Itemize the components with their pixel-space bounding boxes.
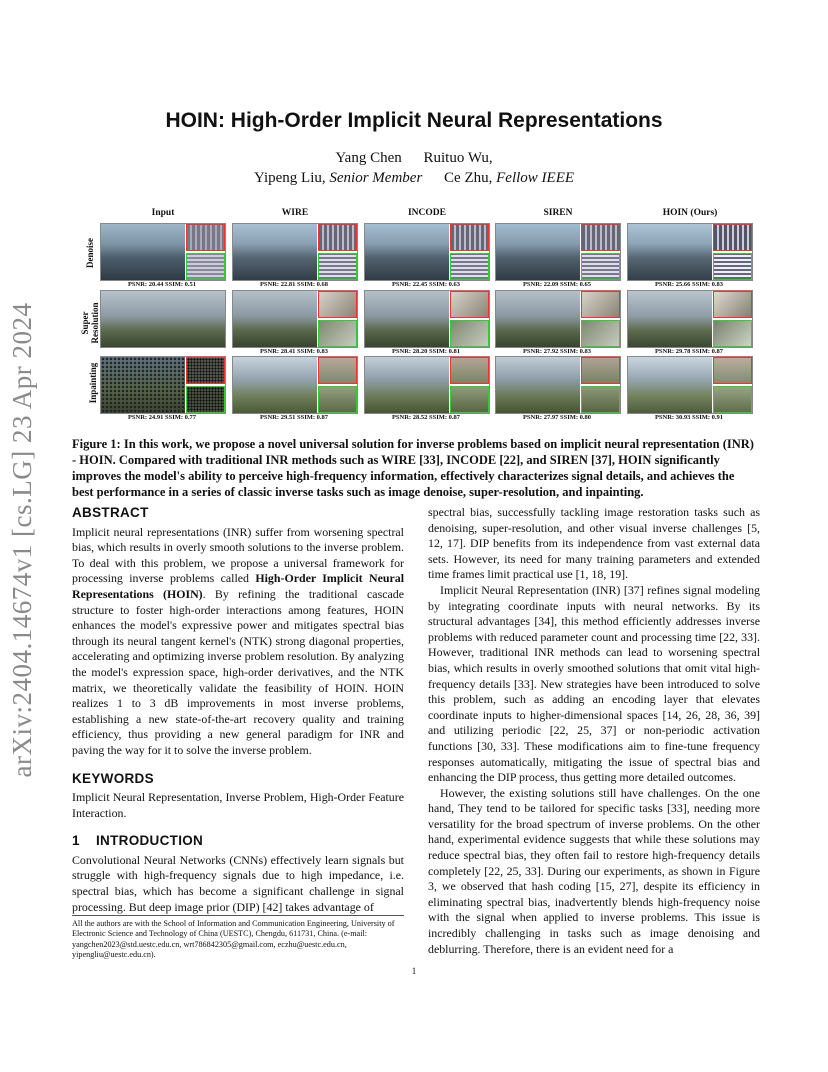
image-inpaint-input xyxy=(100,356,226,414)
arxiv-side-stamp: arXiv:2404.14674v1 [cs.LG] 23 Apr 2024 xyxy=(7,302,37,778)
image-denoise-wire xyxy=(232,223,358,281)
right-paragraph-2: Implicit Neural Representation (INR) [37] refines signal modeling by integrating coordinate inputs with neural networks. By its structural advantages [34], this method efficiently addresses inverse problems with reduced parameter count and processing time [22, 33]. However, traditional INR methods can lead to worsening spectral bias, which results in overly smoothed solutions that omit vital high-frequency details [33]. New strategies have been introduced to solve this problem, such as adding an encoding layer that elevates coordinate inputs to higher-dimensional spaces [14, 26, 28, 36, 39] and utilizing periodic [22, 25, 37] or non-periodic activation functions [30, 33]. These modifications aim to fine-tune frequency responses automatically, mitigating the issue of spectral bias and enhancing the DIP process, thus getting more detailed outcomes. xyxy=(428,582,760,785)
row-label-denoise: Denoise xyxy=(85,238,95,268)
metric-inpaint-wire: PSNR: 29.51 SSIM: 0.87 xyxy=(259,414,329,421)
author-4 xyxy=(444,170,574,186)
page-number: 1 xyxy=(411,966,417,976)
author-list xyxy=(0,148,828,188)
row-label-super-resolution: Super Resolution xyxy=(80,302,100,344)
image-sr-siren xyxy=(495,290,621,348)
column-label-hoin: HOIN (Ours) xyxy=(662,208,718,218)
abstract-part-2: . By refining the traditional cascade structure to foster high-order interactions among features, HOIN enhances the model's expressive power and mitigates spectral bias through its neural tangent kernel's (NTK) strong diagonal properties, accelerating and optimizing inverse problem resolution. By analyzing the model's expression space, high-order derivatives, and the NTK matrix, we theoretically validate the feasibility of HOIN. HOIN realizes 1 to 3 dB improvements in most inverse problems, establishing a new state-of-the-art recovery quality and training efficiency, thus providing a new general paradigm for INR and paving the way for it to solve the inverse problem. xyxy=(72,586,404,757)
image-sr-incode xyxy=(364,290,490,348)
metric-inpaint-incode: PSNR: 28.52 SSIM: 0.87 xyxy=(391,414,461,421)
image-inpaint-hoin xyxy=(627,356,753,414)
image-sr-input xyxy=(100,290,226,348)
keywords-heading: KEYWORDS xyxy=(72,770,154,786)
keywords-text: Implicit Neural Representation, Inverse Problem, High-Order Feature Interaction. xyxy=(72,790,404,820)
abstract-bold-term: High-Order Implicit Neural Representations (HOIN) xyxy=(72,571,404,601)
author-3-name: Yipeng Liu, xyxy=(253,170,330,186)
image-inpaint-wire xyxy=(232,356,358,414)
abstract-heading: ABSTRACT xyxy=(72,505,149,520)
introduction-heading: 1 INTRODUCTION xyxy=(72,833,204,849)
column-label-wire: WIRE xyxy=(281,208,309,218)
right-paragraph-1: spectral bias, successfully tackling image restoration tasks such as denoising, super-resolution, and other visual inverse challenges [5, 12, 17]. DIP benefits from its independence from vast external data sets. However, its need for many training parameters and extended time frames limit practical use [1, 18, 19]. xyxy=(428,505,760,582)
metric-inpaint-hoin: PSNR: 30.93 SSIM: 0.91 xyxy=(654,414,724,421)
abstract-part-1: Implicit neural representations (INR) suffer from worsening spectral bias, which results in overly smooth solutions to the inverse problem. To deal with this problem, we propose a universal framework for processing inverse problems called xyxy=(72,524,404,586)
figure-1-caption: Figure 1: In this work, we propose a novel universal solution for inverse problems based on implicit neural representation (INR) - HOIN. Compared with traditional INR methods such as WIRE [33], INCODE [22], and SIREN [37], HOIN significantly improves the model's ability to perceive high-frequency information, effectively characterizes signal details, and achieves the best performance in a series of classic inverse tasks such as image denoise, super-resolution, and inpainting. xyxy=(72,437,754,499)
image-sr-hoin xyxy=(627,290,753,348)
image-sr-wire xyxy=(232,290,358,348)
metric-sr-siren: PSNR: 27.92 SSIM: 0.83 xyxy=(522,348,592,355)
image-denoise-input xyxy=(100,223,226,281)
image-denoise-incode xyxy=(364,223,490,281)
introduction-paragraph-1: Convolutional Neural Networks (CNNs) effectively learn signals but struggle with high-frequency signals due to high impedance, i.e. spectral bias, which has become a significant challenge in signal processing. But deep image prior (DIP) [42] takes advantage of xyxy=(72,852,404,914)
metric-sr-hoin: PSNR: 29.78 SSIM: 0.87 xyxy=(654,348,724,355)
right-paragraph-3: However, the existing solutions still have challenges. On the one hand, They tend to be tailored for specific tasks [33], needing more versatility for the broad spectrum of inverse problems. On the other hand, experimental evidence suggests that while these solutions may reduce spectral bias, they often fail to restore high-frequency details completely [22, 25, 33]. During our experiments, as shown in Figure 3, we observed that hash coding [15, 27], despite its efficiency in eliminating spectral bias, inadvertently blends high-frequency noise with the signal when applied to inverse problems. This issue is incredibly challenging in tasks such as image denoising and deblurring. Therefore, there is an evident need for a xyxy=(428,785,760,956)
author-2: Ruituo Wu, xyxy=(423,150,493,166)
metric-sr-wire: PSNR: 28.41 SSIM: 0.83 xyxy=(259,348,329,355)
metric-denoise-siren: PSNR: 22.09 SSIM: 0.65 xyxy=(522,281,592,288)
metric-inpaint-siren: PSNR: 27.97 SSIM: 0.80 xyxy=(522,414,592,421)
metric-denoise-incode: PSNR: 22.45 SSIM: 0.63 xyxy=(391,281,461,288)
metric-denoise-input: PSNR: 20.44 SSIM: 0.51 xyxy=(127,281,197,288)
metric-sr-incode: PSNR: 28.20 SSIM: 0.81 xyxy=(391,348,461,355)
paper-title: HOIN: High-Order Implicit Neural Representations xyxy=(165,109,663,132)
image-denoise-hoin xyxy=(627,223,753,281)
metric-denoise-wire: PSNR: 22.81 SSIM: 0.68 xyxy=(259,281,329,288)
author-3-role: Senior Member xyxy=(329,170,423,186)
right-column xyxy=(428,505,760,957)
metric-denoise-hoin: PSNR: 25.66 SSIM: 0.83 xyxy=(654,281,724,288)
author-3 xyxy=(254,170,422,186)
column-label-input: Input xyxy=(151,208,175,218)
abstract-text xyxy=(72,525,404,759)
column-label-siren: SIREN xyxy=(543,208,573,218)
figure-1-grid xyxy=(80,208,756,423)
image-inpaint-siren xyxy=(495,356,621,414)
column-label-incode: INCODE xyxy=(407,208,446,218)
author-1: Yang Chen xyxy=(335,150,402,166)
left-column xyxy=(72,505,404,915)
metric-inpaint-input: PSNR: 24.91 SSIM: 0.77 xyxy=(127,414,197,421)
image-inpaint-incode xyxy=(364,356,490,414)
author-footnote: All the authors are with the School of Information and Communication Engineering, University of Electronic Science and Technology of China (UESTC), Chengdu, 611731, China. (e-mail: yangchen2023@std.uestc.edu.cn, wrt786842305@gmail.com, eczhu@uestc.edu.cn, yipengliu@uestc.edu.cn). xyxy=(72,915,404,961)
author-4-role: Fellow IEEE xyxy=(496,170,575,186)
image-denoise-siren xyxy=(495,223,621,281)
author-4-name: Ce Zhu, xyxy=(444,170,497,186)
row-label-inpainting: Inpainting xyxy=(88,362,98,404)
